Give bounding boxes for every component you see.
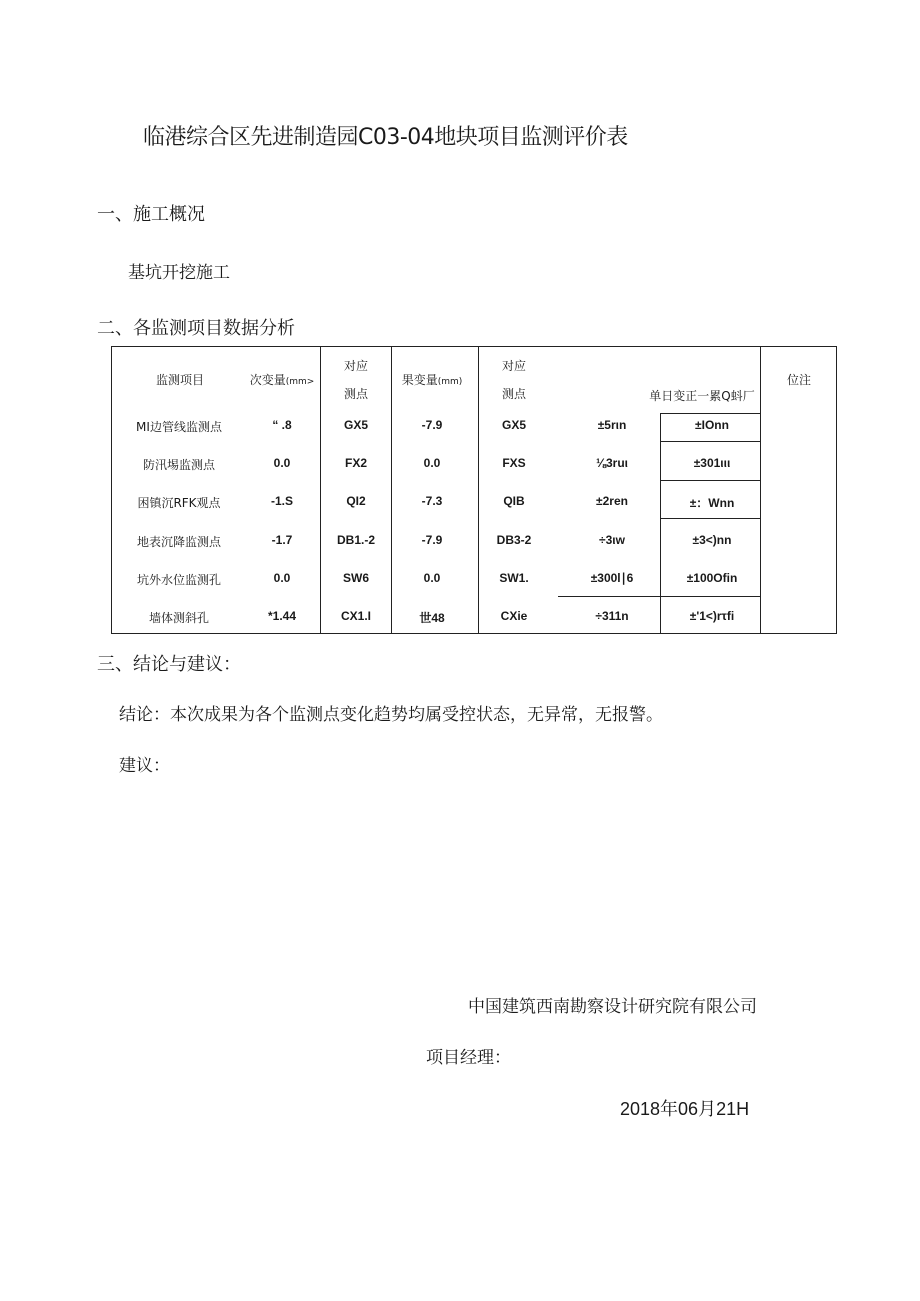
cell-limit-a: ⅛3ruι (595, 456, 629, 470)
cell-point-b: SW1. (499, 571, 529, 585)
cell-limit-b: ±301ιιι (693, 456, 731, 470)
cell-change-b: 0.0 (423, 571, 441, 585)
cell-change-b: -7.9 (421, 533, 443, 547)
cell-limit-a: ÷3ιw (599, 533, 625, 547)
cell-item: 坑外水位监测孔 (136, 573, 222, 587)
header-note: 位注 (786, 373, 812, 387)
header-item: 监测项目 (155, 373, 205, 387)
cell-item: 困镇沉RFK观点 (137, 496, 221, 510)
cell-point-a: SW6 (342, 571, 370, 585)
header-point-b-line1: 对应 (501, 359, 527, 373)
section3-heading: 三、结论与建议： (97, 654, 241, 675)
monitoring-table (111, 346, 837, 634)
cell-change-b: -7.9 (421, 418, 443, 432)
cell-limit-b: ±3<)nn (692, 533, 732, 547)
cell-change-a: “ .8 (272, 418, 292, 432)
cell-item: 墙体测斜孔 (148, 611, 210, 625)
cell-limit-a: ±5rιn (597, 418, 627, 432)
header-point-b-line2: 测点 (501, 387, 527, 401)
cell-point-a: DB1.-2 (336, 533, 376, 547)
cell-change-a: 0.0 (273, 456, 291, 470)
cell-point-a: CX1.I (340, 609, 372, 623)
table-divider (558, 596, 760, 597)
cell-limit-b: ±IOnn (695, 418, 729, 432)
cell-item: 地表沉降监测点 (136, 535, 222, 549)
header-point-a-line2: 测点 (343, 387, 369, 401)
header-change-b: 果变量(mm) (401, 373, 463, 387)
report-date: 2018年06月21H (620, 1099, 750, 1119)
page-title: 临港综合区先进制造园C03-04地块项目监测评价表 (143, 125, 628, 150)
cell-item: MI边管线监测点 (136, 420, 222, 434)
cell-limit-b: ±'1<)rτfi (689, 609, 735, 623)
table-divider (320, 347, 321, 633)
table-divider (660, 518, 760, 519)
section1-content: 基坑开挖施工 (128, 263, 230, 283)
cell-change-a: -1.S (270, 494, 294, 508)
table-divider (660, 413, 661, 633)
cell-point-b: QIB (503, 494, 525, 508)
cell-item: 防汛埸监测点 (142, 458, 216, 472)
header-limit: 单日变正一累Q蚪厂 (649, 389, 755, 403)
table-divider (478, 347, 479, 633)
cell-change-a: 0.0 (273, 571, 291, 585)
table-divider (660, 441, 760, 442)
section1-heading: 一、施工概况 (97, 204, 205, 225)
cell-limit-a: ±2ren (596, 494, 628, 508)
cell-limit-a: ±300l∣6 (590, 571, 634, 585)
cell-point-b: DB3-2 (496, 533, 532, 547)
cell-point-b: GX5 (501, 418, 527, 432)
cell-change-b: 世48 (419, 611, 445, 625)
table-divider (391, 347, 392, 633)
header-change-a: 次变量(mm> (249, 373, 315, 387)
cell-point-a: GX5 (343, 418, 369, 432)
table-divider (660, 480, 760, 481)
cell-limit-a: ÷311n (595, 609, 629, 623)
cell-limit-b: ±100Ofin (686, 571, 738, 585)
cell-change-a: *1.44 (267, 609, 297, 623)
cell-point-a: FX2 (344, 456, 368, 470)
cell-change-b: -7.3 (421, 494, 443, 508)
cell-point-b: FXS (502, 456, 526, 470)
table-divider (760, 347, 761, 633)
cell-change-b: 0.0 (423, 456, 441, 470)
section2-heading: 二、各监测项目数据分析 (97, 318, 295, 339)
cell-change-a: -1.7 (271, 533, 293, 547)
manager-label: 项目经理： (426, 1048, 511, 1068)
table-divider (660, 413, 760, 414)
suggestion-label: 建议： (119, 756, 170, 776)
cell-point-b: CXie (500, 609, 528, 623)
cell-point-a: QI2 (346, 494, 366, 508)
company-name: 中国建筑西南勘察设计研究院有限公司 (468, 997, 757, 1017)
cell-limit-b: ±：Wnn (689, 496, 735, 510)
header-point-a-line1: 对应 (343, 359, 369, 373)
conclusion-text: 结论：本次成果为各个监测点变化趋势均属受控状态，无异常，无报警。 (119, 705, 663, 725)
